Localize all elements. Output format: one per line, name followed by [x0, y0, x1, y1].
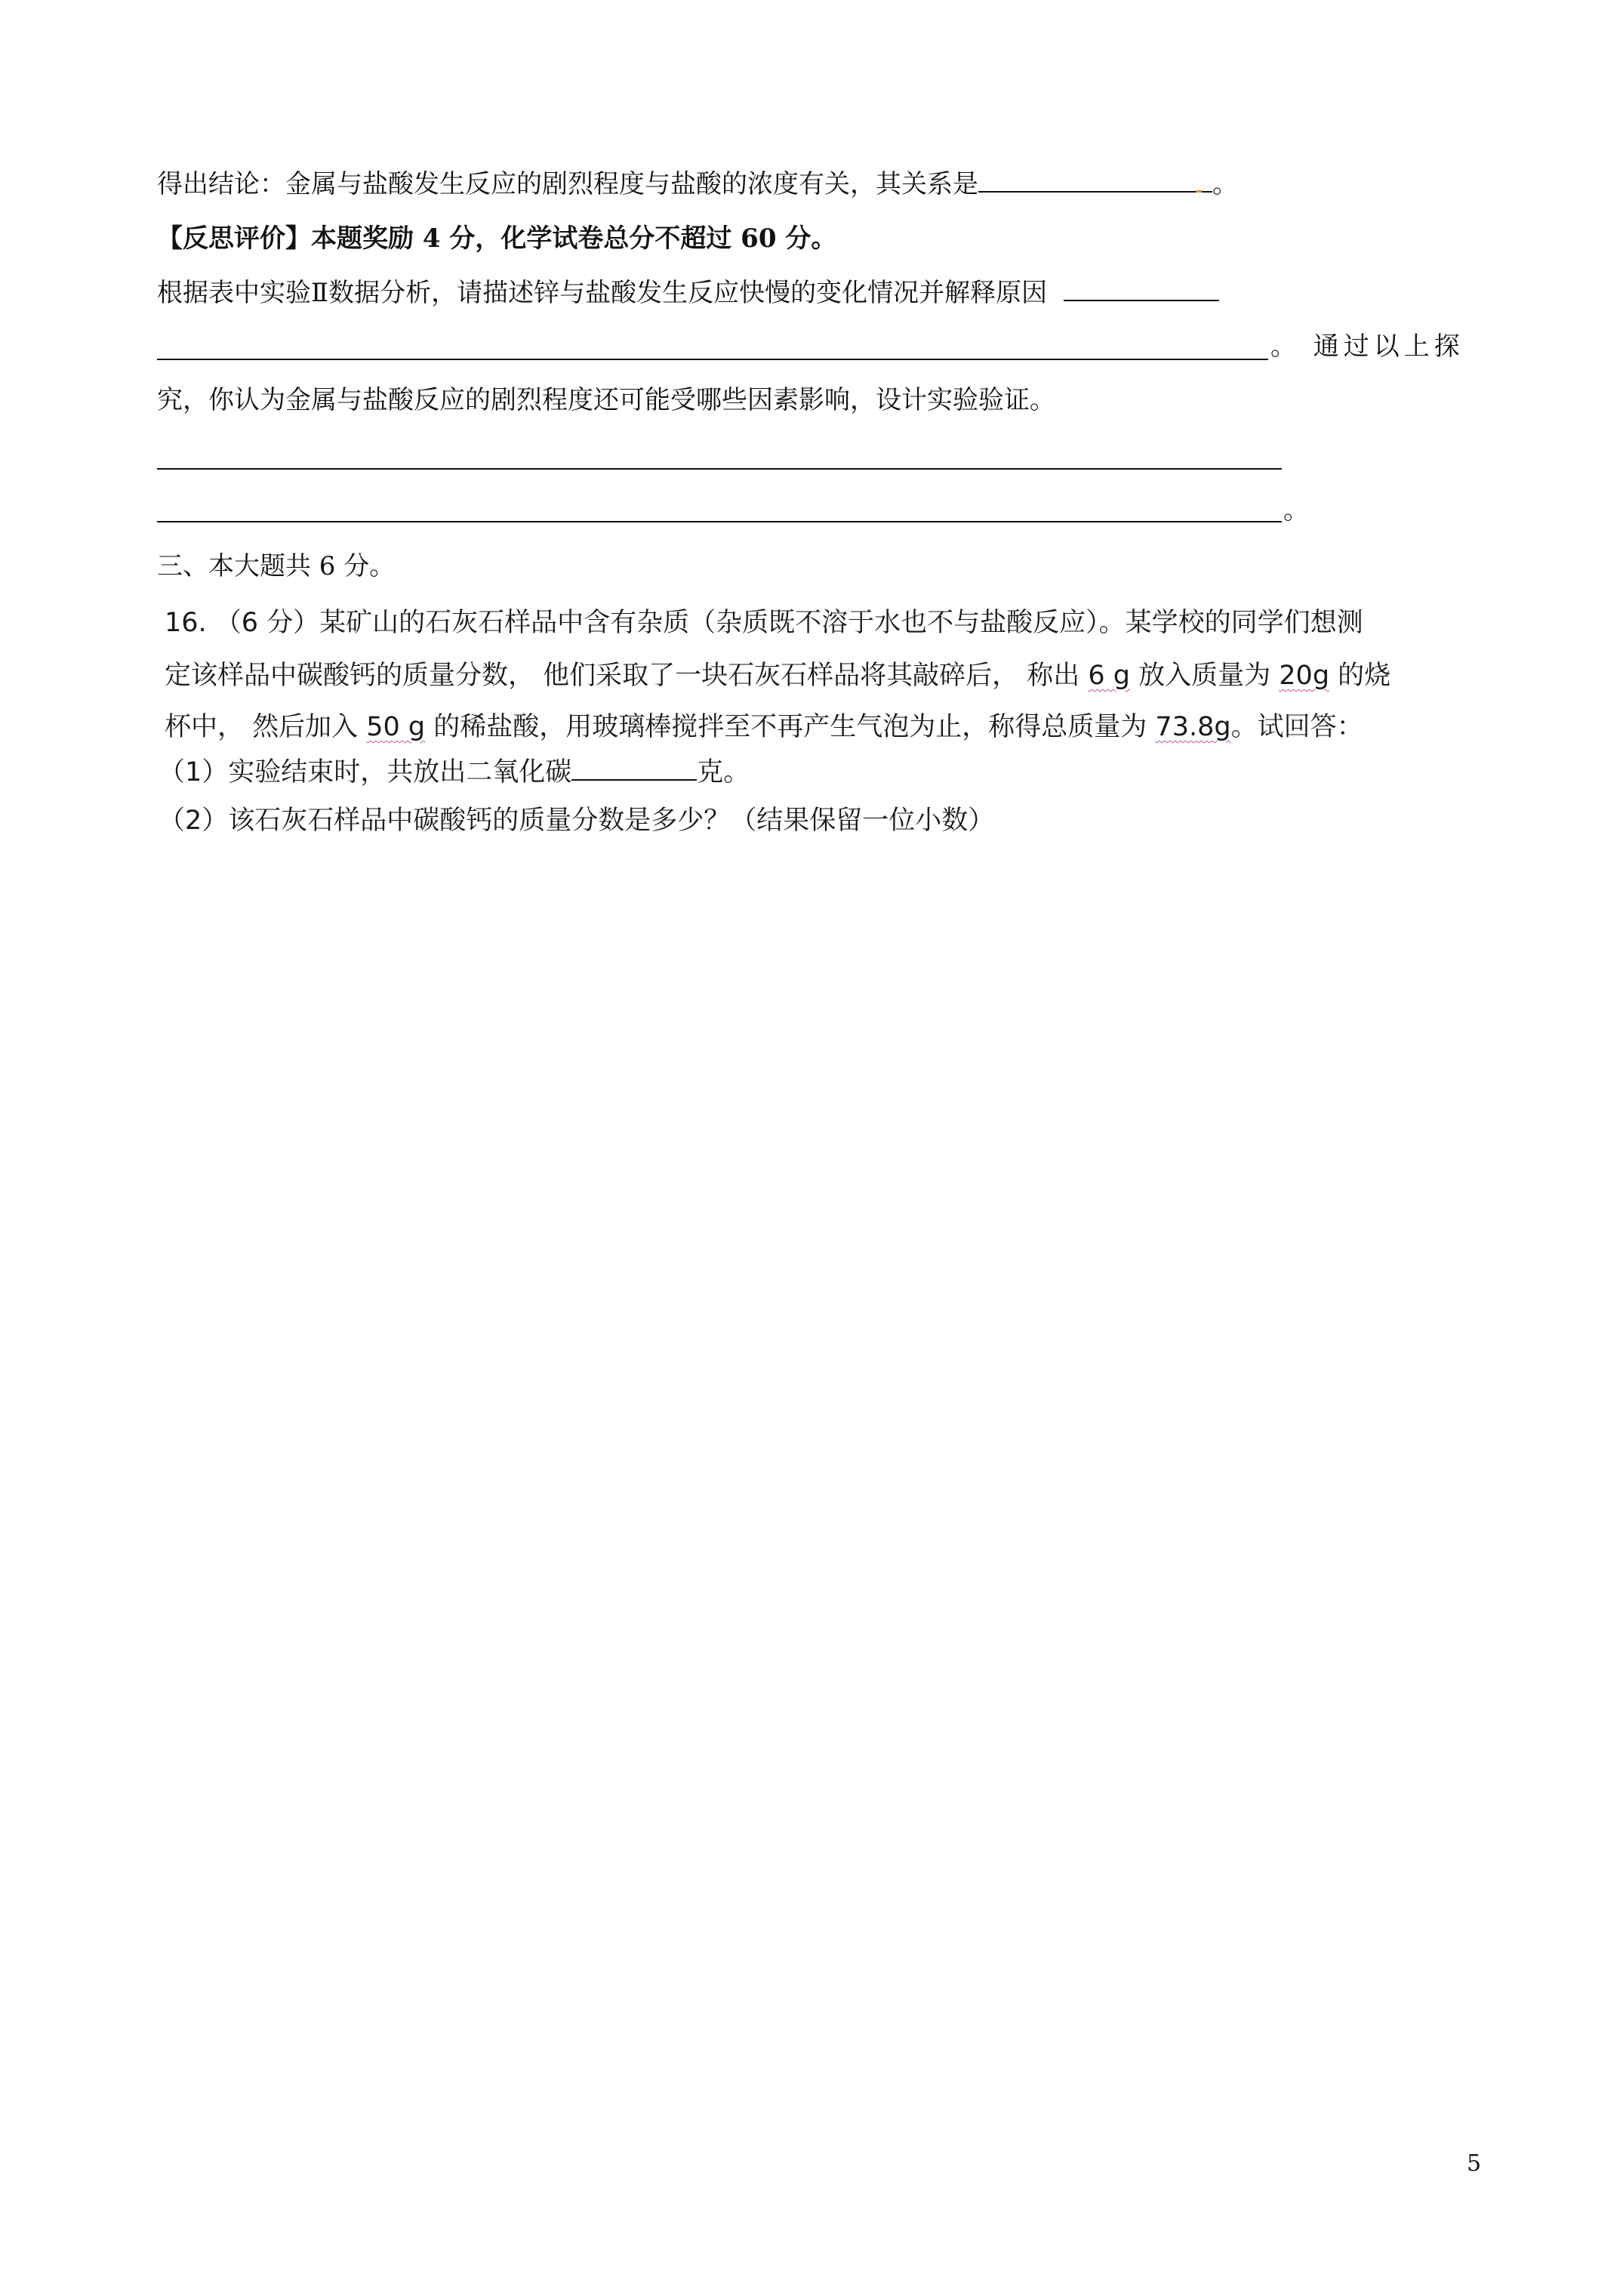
reflection-title: 【反思评价】	[157, 223, 311, 254]
page-number: 5	[1467, 2150, 1482, 2177]
q16-line-2	[165, 658, 1390, 693]
q16-line-2-text-e: 的烧	[1329, 661, 1391, 691]
q16-line-3-text-a: 杯中， 然后加入	[165, 712, 367, 742]
q16-mass-sample: 6 g	[1088, 661, 1131, 691]
q16-line-1: 16. （6 分）某矿山的石灰石样品中含有杂质（杂质既不溶于水也不与盐酸反应）。某学校的同学们想测	[165, 608, 1363, 638]
reflection-question-line-1	[157, 276, 1219, 310]
reflection-answer-line-2[interactable]	[157, 521, 1282, 522]
reflection-question-line-3	[157, 384, 1055, 417]
reflection-heading-line	[157, 222, 836, 255]
reflection-question-text-3: 究，你认为金属与盐酸反应的剧烈程度还可能受哪些因素影响，设计实验验证。	[157, 385, 1055, 415]
conclusion-answer-blank[interactable]	[978, 168, 1212, 193]
q16-line-2-text-c: 放入质量为	[1130, 661, 1280, 691]
conclusion-line	[157, 168, 1238, 201]
q16-line-2-text-a: 定该样品中碳酸钙的质量分数， 他们采取了一块石灰石样品将其敲碎后， 称出	[165, 661, 1089, 691]
orange-mark	[1196, 190, 1202, 193]
reflection-reason-blank-2[interactable]	[157, 359, 1268, 360]
reflection-reason-blank-1[interactable]	[1064, 277, 1219, 301]
reflection-bonus: 本题奖励 4 分，化学试卷总分不超过 60 分。	[311, 223, 837, 254]
q16-mass-total: 73.8g	[1155, 712, 1231, 742]
q16-mass-beaker: 20g	[1279, 661, 1330, 691]
reflection-question-text-2: 。 通过以上探	[1270, 331, 1464, 362]
section-3-heading: 三、本大题共 6 分。	[157, 551, 396, 581]
q16-sub-question-1	[159, 755, 750, 790]
q16-co2-mass-blank[interactable]	[571, 757, 697, 781]
q16-line-3-text-e: 。试回答：	[1230, 712, 1363, 742]
reflection-question-text-1: 根据表中实验Ⅱ数据分析，请描述锌与盐酸发生反应快慢的变化情况并解释原因	[157, 278, 1048, 308]
q16-sub-1-unit: 克。	[697, 757, 750, 787]
q16-mass-acid: 50 g	[366, 712, 426, 742]
reflection-answer-line-1[interactable]	[157, 468, 1282, 470]
q16-line-3-text-c: 的稀盐酸，用玻璃棒搅拌至不再产生气泡为止，称得总质量为	[425, 712, 1156, 742]
reflection-answer-end: 。	[1283, 495, 1309, 525]
conclusion-end: 。	[1212, 169, 1238, 199]
q16-sub-question-2: （2）该石灰石样品中碳酸钙的质量分数是多少？（结果保留一位小数）	[159, 806, 995, 836]
q16-sub-1-text: （1）实验结束时，共放出二氧化碳	[159, 757, 572, 787]
conclusion-text: 得出结论：金属与盐酸发生反应的剧烈程度与盐酸的浓度有关，其关系是	[157, 169, 978, 199]
q16-line-3	[165, 710, 1363, 744]
